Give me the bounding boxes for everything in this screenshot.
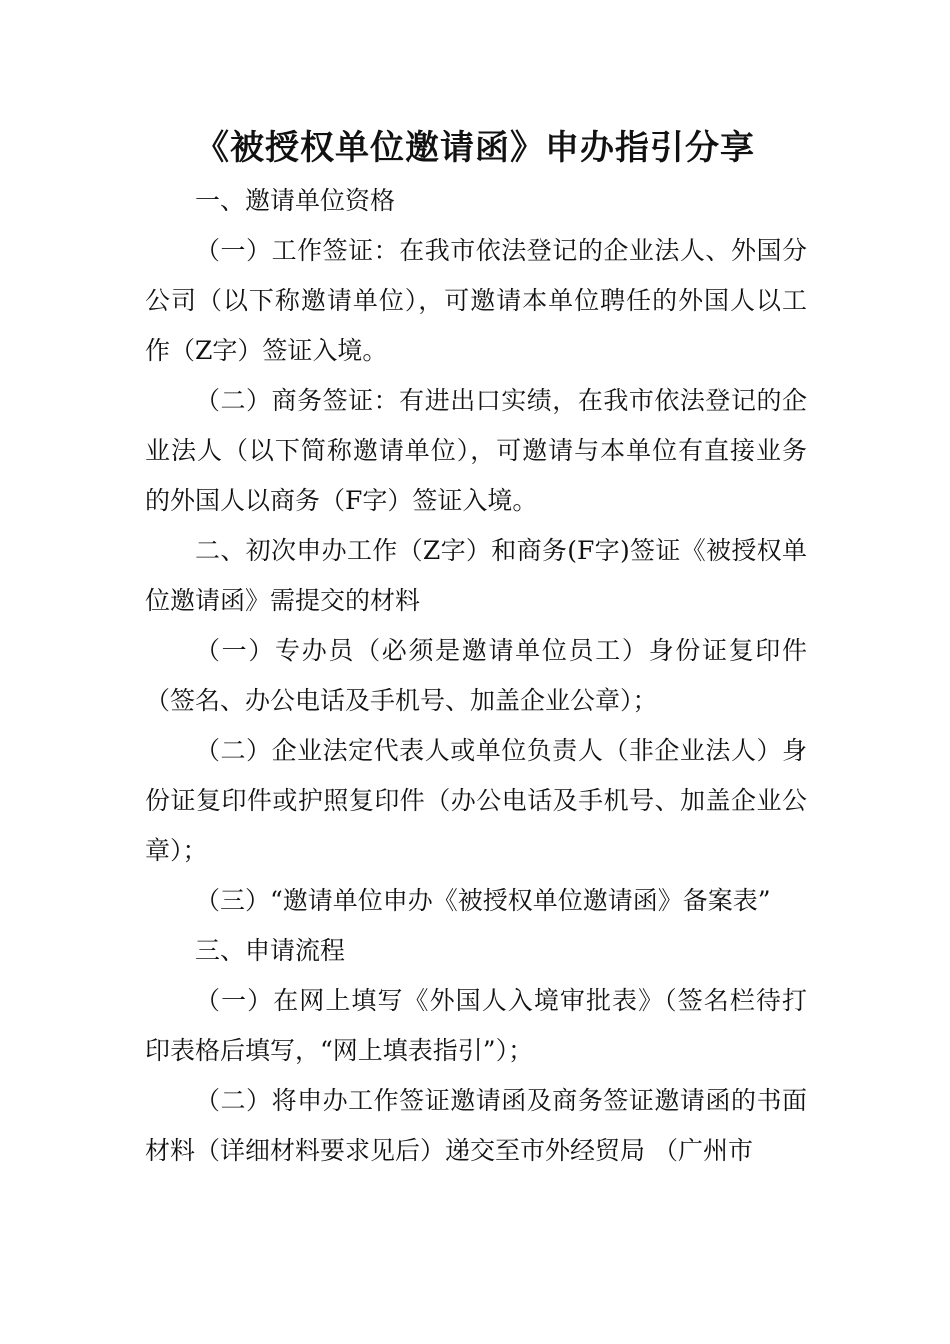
section-heading-materials: 二、初次申办工作（Z字）和商务(F字)签证《被授权单位邀请函》需提交的材料 bbox=[145, 536, 807, 615]
paragraph-work-visa: （一）工作签证：在我市依法登记的企业法人、外国分公司（以下称邀请单位），可邀请本单位聘任的外国人以工作（Z字）签证入境。 bbox=[145, 236, 807, 365]
paragraph-process-online-form: （一）在网上填写《外国人入境审批表》（签名栏待打印表格后填写，“网上填表指引”）； bbox=[145, 986, 807, 1065]
document-body bbox=[145, 176, 807, 1176]
paragraph-material-legal-rep-id: （二）企业法定代表人或单位负责人（非企业法人）身份证复印件或护照复印件（办公电话及手机号、加盖企业公章）； bbox=[145, 736, 807, 865]
paragraph-material-filing-form: （三）“邀请单位申办《被授权单位邀请函》备案表” bbox=[195, 886, 771, 915]
document-title: 《被授权单位邀请函》申办指引分享 bbox=[195, 128, 755, 168]
paragraph-business-visa: （二）商务签证：有进出口实绩，在我市依法登记的企业法人（以下简称邀请单位），可邀请与本单位有直接业务的外国人以商务（F字）签证入境。 bbox=[145, 386, 807, 515]
section-heading-process: 三、申请流程 bbox=[195, 936, 346, 965]
paragraph-material-agent-id: （一）专办员（必须是邀请单位员工）身份证复印件（签名、办公电话及手机号、加盖企业公章）； bbox=[145, 636, 807, 715]
paragraph-process-submit-materials: （二）将申办工作签证邀请函及商务签证邀请函的书面材料（详细材料要求见后）递交至市外经贸局 （广州市 bbox=[145, 1086, 807, 1165]
section-heading-qualification: 一、邀请单位资格 bbox=[195, 186, 396, 215]
